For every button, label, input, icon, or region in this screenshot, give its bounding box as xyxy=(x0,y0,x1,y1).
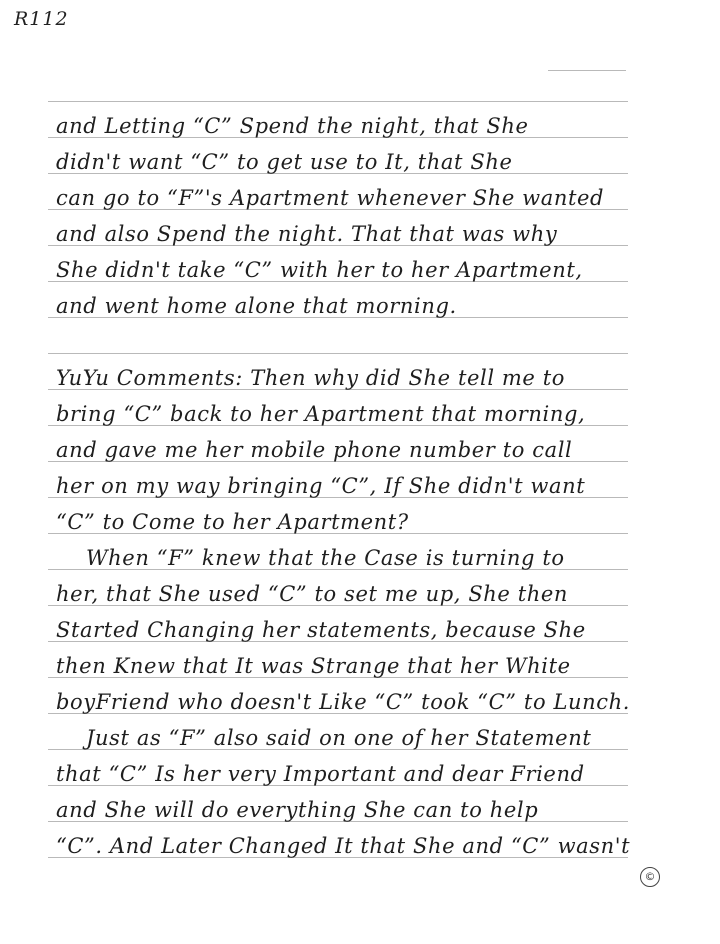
text-line: and Letting “C” Spend the night, that She xyxy=(56,114,529,138)
text-line: “C” to Come to her Apartment? xyxy=(56,510,409,534)
text-line: Started Changing her statements, because She xyxy=(56,618,586,642)
ruled-line xyxy=(48,101,628,102)
header-rule xyxy=(548,70,626,71)
text-line: and also Spend the night. That that was why xyxy=(56,222,558,246)
text-line: She didn't take “C” with her to her Apartment, xyxy=(56,258,583,282)
text-line: and gave me her mobile phone number to call xyxy=(56,438,573,462)
text-line: boyFriend who doesn't Like “C” took “C” to Lunch. xyxy=(56,690,631,714)
text-line: can go to “F”'s Apartment whenever She wanted xyxy=(56,186,605,210)
page-number: R112 xyxy=(14,8,69,30)
text-line: didn't want “C” to get use to It, that She xyxy=(56,150,513,174)
text-line: “C”. And Later Changed It that She and “C” wasn't xyxy=(56,834,631,858)
text-line: and went home alone that morning. xyxy=(56,294,457,318)
text-line: that “C” Is her very Important and dear Friend xyxy=(56,762,585,786)
ruled-line xyxy=(48,353,628,354)
text-line: Just as “F” also said on one of her Statement xyxy=(86,726,592,750)
text-line: YuYu Comments: Then why did She tell me to xyxy=(56,366,566,390)
text-line: her, that She used “C” to set me up, She then xyxy=(56,582,569,606)
text-line: then Knew that It was Strange that her White xyxy=(56,654,571,678)
copyright-icon: © xyxy=(640,867,660,887)
text-line: When “F” knew that the Case is turning to xyxy=(86,546,565,570)
text-line: her on my way bringing “C”, If She didn't want xyxy=(56,474,586,498)
text-line: and She will do everything She can to help xyxy=(56,798,539,822)
text-line: bring “C” back to her Apartment that morning, xyxy=(56,402,586,426)
